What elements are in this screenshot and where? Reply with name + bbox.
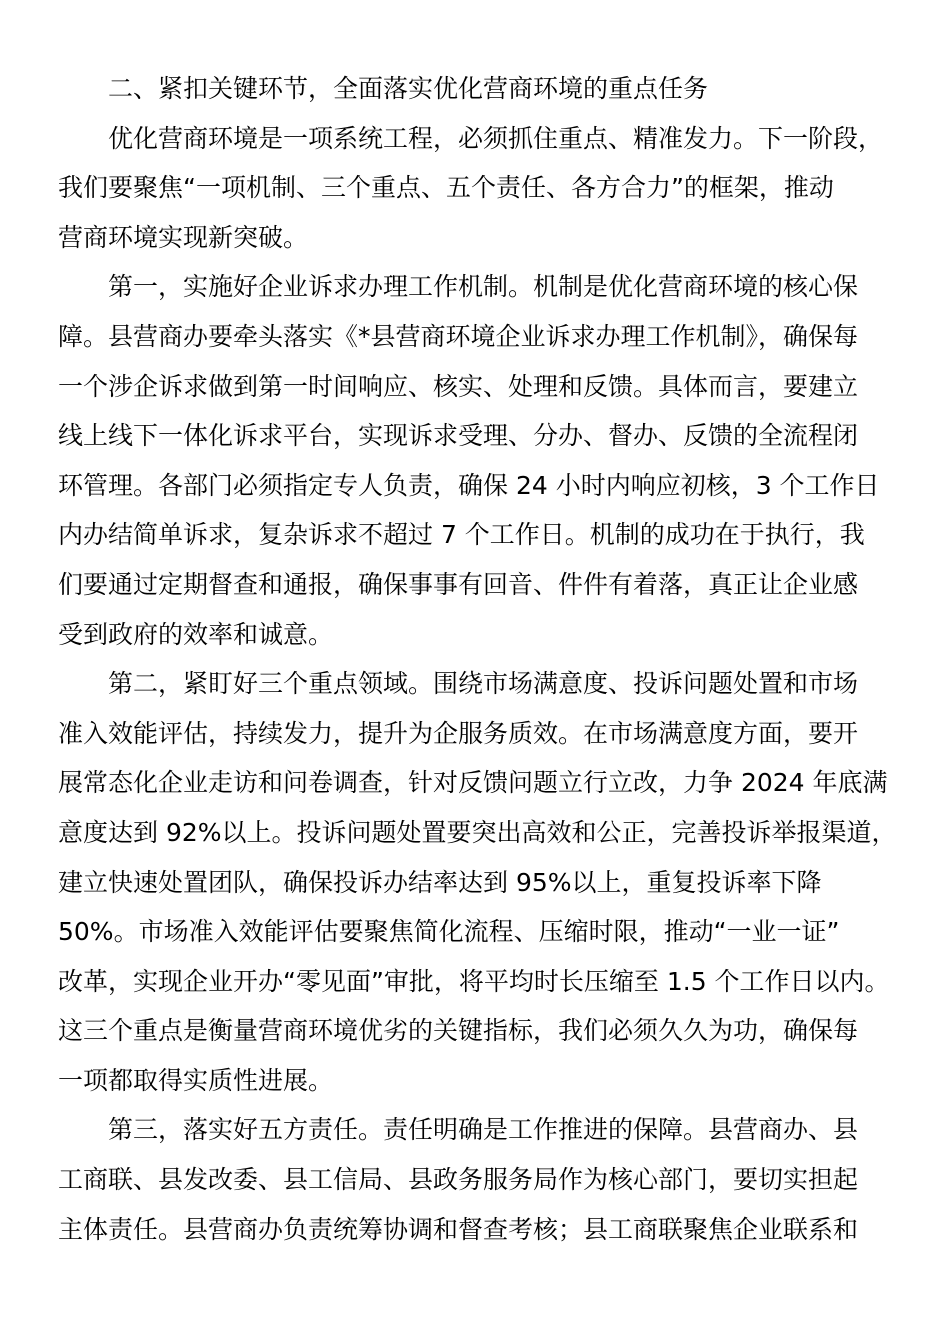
text-line: 受到政府的效率和诚意。 [58,619,334,649]
paragraph-first [58,262,908,659]
text-line: 一项都取得实质性进展。 [58,1065,334,1095]
text-line: 第二，紧盯好三个重点领域。围绕市场满意度、投诉问题处置和市场 [108,669,859,699]
text-line: 展常态化企业走访和问卷调查，针对反馈问题立行立改，力争 2024 年底满 [58,768,888,798]
text-line: 营商环境实现新突破。 [58,222,309,252]
text-line: 我们要聚焦“一项机制、三个重点、五个责任、各方合力”的框架，推动 [58,173,834,203]
text-line: 建立快速处置团队，确保投诉办结率达到 95%以上，重复投诉率下降 [58,867,822,897]
text-line: 第三，落实好五方责任。责任明确是工作推进的保障。县营商办、县 [108,1115,859,1145]
text-line: 这三个重点是衡量营商环境优劣的关键指标，我们必须久久为功，确保每 [58,1016,859,1046]
text-line: 优化营商环境是一项系统工程，必须抓住重点、精准发力。下一阶段， [108,123,884,153]
text-line: 障。县营商办要牵头落实《*县营商环境企业诉求办理工作机制》，确保每 [58,321,859,351]
text-line: 工商联、县发改委、县工信局、县政务服务局作为核心部门，要切实担起 [58,1165,859,1195]
document-page [58,64,908,1254]
text-line: 一个涉企诉求做到第一时间响应、核实、处理和反馈。具体而言，要建立 [58,371,859,401]
paragraph-second [58,659,908,1105]
text-line: 们要通过定期督查和通报，确保事事有回音、件件有着落，真正让企业感 [58,569,859,599]
section-heading: 二、紧扣关键环节，全面落实优化营商环境的重点任务 [108,74,709,103]
text-line: 第一，实施好企业诉求办理工作机制。机制是优化营商环境的核心保 [108,272,859,302]
text-line: 意度达到 92%以上。投诉问题处置要突出高效和公正，完善投诉举报渠道， [58,817,897,847]
text-line: 内办结简单诉求，复杂诉求不超过 7 个工作日。机制的成功在于执行，我 [58,520,865,550]
text-line: 线上线下一体化诉求平台，实现诉求受理、分办、督办、反馈的全流程闭 [58,421,859,451]
text-line: 准入效能评估，持续发力，提升为企服务质效。在市场满意度方面，要开 [58,718,859,748]
text-line: 改革，实现企业开办“零见面”审批，将平均时长压缩至 1.5 个工作日以内。 [58,966,890,996]
text-line: 主体责任。县营商办负责统筹协调和督查考核；县工商联聚焦企业联系和 [58,1214,859,1244]
paragraph-third [58,1105,908,1254]
text-line: 环管理。各部门必须指定专人负责，确保 24 小时内响应初核，3 个工作日 [58,470,880,500]
paragraph-intro [58,114,908,263]
text-line: 50%。市场准入效能评估要聚焦简化流程、压缩时限，推动“一业一证” [58,917,840,947]
